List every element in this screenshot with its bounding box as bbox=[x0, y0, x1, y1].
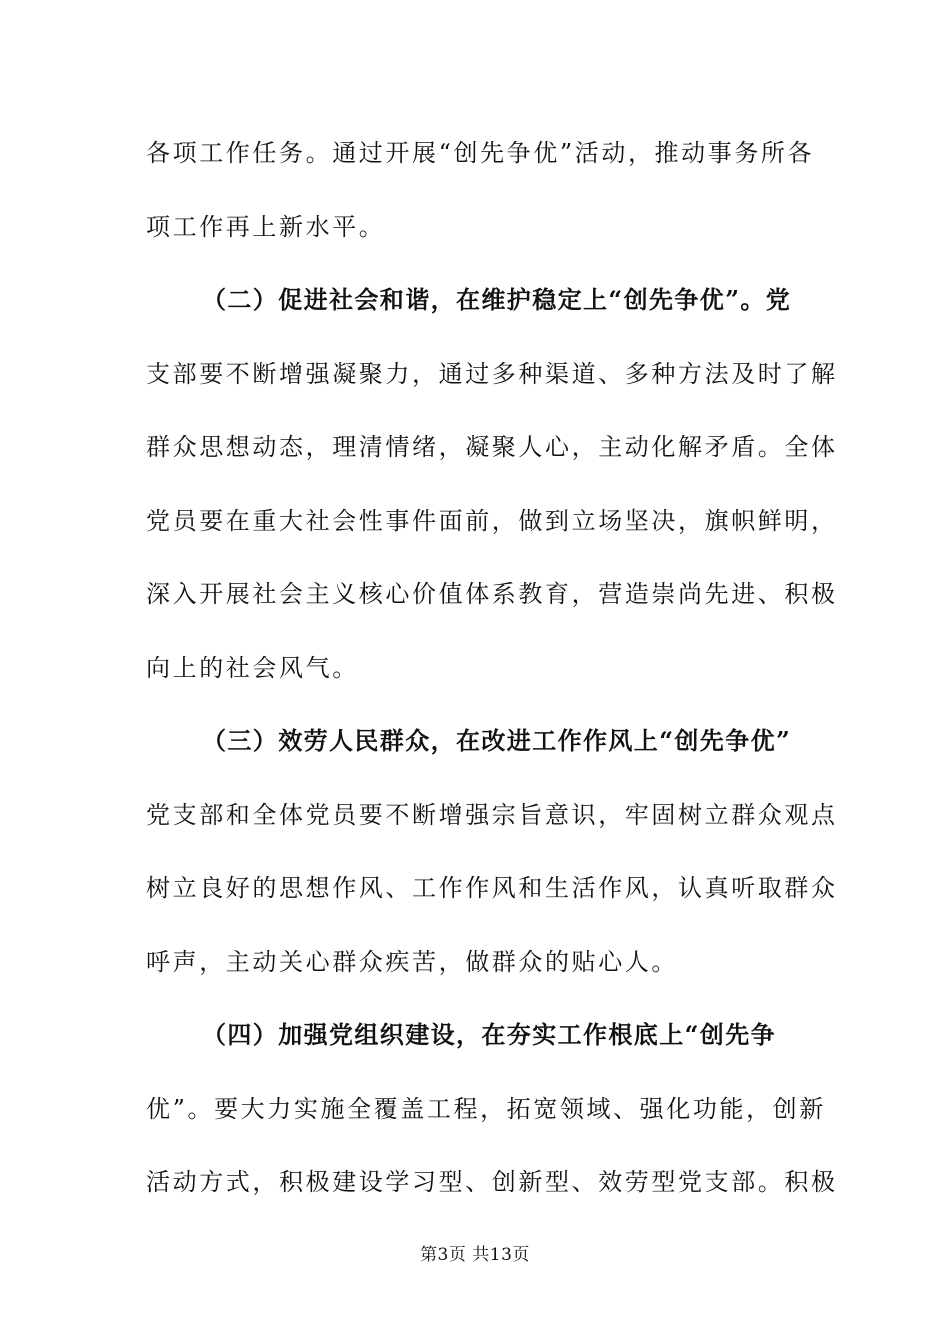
paragraph-line: 项工作再上新水平。 bbox=[146, 212, 386, 241]
paragraph-line: 活动方式，积极建设学习型、创新型、效劳型党支部。积极 bbox=[146, 1168, 838, 1196]
document-body bbox=[146, 128, 838, 1231]
paragraph-line: 深入开展社会主义核心价值体系教育，营造崇尚先进、积极 bbox=[146, 580, 838, 608]
paragraph-line: 向上的社会风气。 bbox=[146, 653, 359, 682]
page-number-footer: 第3页 共13页 bbox=[420, 1245, 530, 1265]
paragraph-line: 优”。要大力实施全覆盖工程，拓宽领域、强化功能，创新 bbox=[146, 1094, 826, 1123]
paragraph-line: 各项工作任务。通过开展“创先争优”活动，推动事务所各 bbox=[146, 139, 815, 167]
section-heading-4: （四）加强党组织建设，在夯实工作根底上“创先争 bbox=[202, 1020, 777, 1049]
paragraph-line: 群众思想动态，理清情绪，凝聚人心，主动化解矛盾。全体 bbox=[146, 433, 838, 461]
paragraph-line: 呼声，主动关心群众疾苦，做群众的贴心人。 bbox=[146, 947, 678, 976]
section-heading-3: （三）效劳人民群众，在改进工作作风上“创先争优” bbox=[202, 726, 792, 755]
section-heading-2: （二）促进社会和谐，在维护稳定上“创先争优”。党 bbox=[202, 285, 792, 314]
paragraph-line: 党支部和全体党员要不断增强宗旨意识，牢固树立群众观点 bbox=[146, 800, 838, 829]
paragraph-line: 支部要不断增强凝聚力，通过多种渠道、多种方法及时了解 bbox=[146, 359, 838, 388]
paragraph-line: 树立良好的思想作风、工作作风和生活作风，认真听取群众 bbox=[146, 874, 838, 902]
paragraph-line: 党员要在重大社会性事件面前，做到立场坚决，旗帜鲜明， bbox=[146, 506, 838, 535]
